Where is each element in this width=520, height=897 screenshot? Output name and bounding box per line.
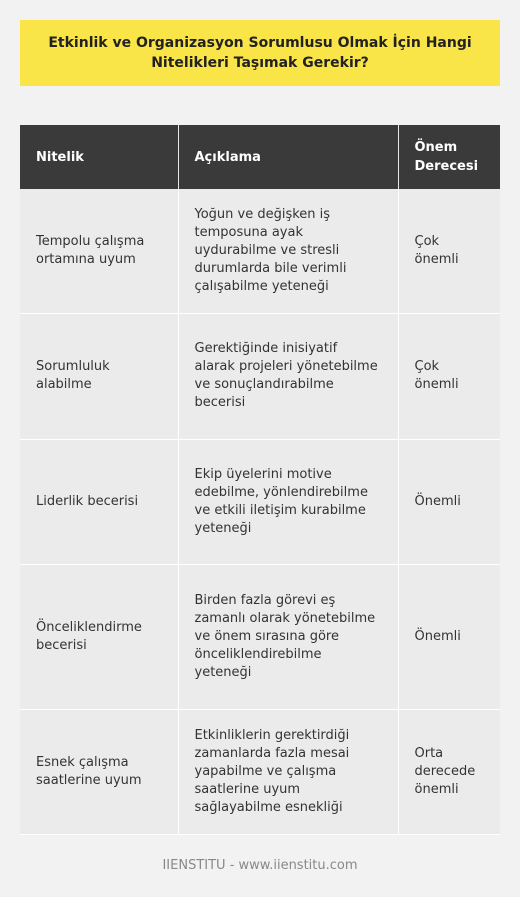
footer-credit: IIENSTITU - www.iienstitu.com	[162, 858, 358, 873]
cell-onem: Orta derecede önemli	[398, 709, 500, 834]
table-header-row	[20, 125, 500, 189]
cell-onem: Önemli	[398, 439, 500, 564]
table-row	[20, 709, 500, 834]
cell-onem: Çok önemli	[398, 189, 500, 313]
table-row	[20, 189, 500, 313]
title-banner	[20, 20, 500, 86]
column-header-aciklama: Açıklama	[178, 125, 398, 189]
cell-onem: Çok önemli	[398, 313, 500, 439]
cell-nitelik: Liderlik becerisi	[20, 439, 178, 564]
cell-aciklama: Gerektiğinde inisiyatif alarak projeleri yönetebilme ve sonuçlandırabilme becerisi	[178, 313, 398, 439]
cell-nitelik: Sorumluluk alabilme	[20, 313, 178, 439]
cell-nitelik: Esnek çalışma saatlerine uyum	[20, 709, 178, 834]
table-row	[20, 564, 500, 709]
qualifications-table	[20, 125, 500, 835]
column-header-onem: Önem Derecesi	[398, 125, 500, 189]
cell-aciklama: Yoğun ve değişken iş temposuna ayak uydurabilme ve stresli durumlarda bile verimli çalışabilme yeteneği	[178, 189, 398, 313]
table-row	[20, 313, 500, 439]
column-header-nitelik: Nitelik	[20, 125, 178, 189]
table-row	[20, 439, 500, 564]
cell-aciklama: Ekip üyelerini motive edebilme, yönlendirebilme ve etkili iletişim kurabilme yeteneği	[178, 439, 398, 564]
cell-aciklama: Etkinliklerin gerektirdiği zamanlarda fazla mesai yapabilme ve çalışma saatlerine uyum sağlayabilme esnekliği	[178, 709, 398, 834]
cell-nitelik: Tempolu çalışma ortamına uyum	[20, 189, 178, 313]
cell-onem: Önemli	[398, 564, 500, 709]
cell-aciklama: Birden fazla görevi eş zamanlı olarak yönetebilme ve önem sırasına göre önceliklendirebilme yeteneği	[178, 564, 398, 709]
page-title: Etkinlik ve Organizasyon Sorumlusu Olmak İçin Hangi Nitelikleri Taşımak Gerekir?	[48, 35, 472, 71]
cell-nitelik: Önceliklendirme becerisi	[20, 564, 178, 709]
